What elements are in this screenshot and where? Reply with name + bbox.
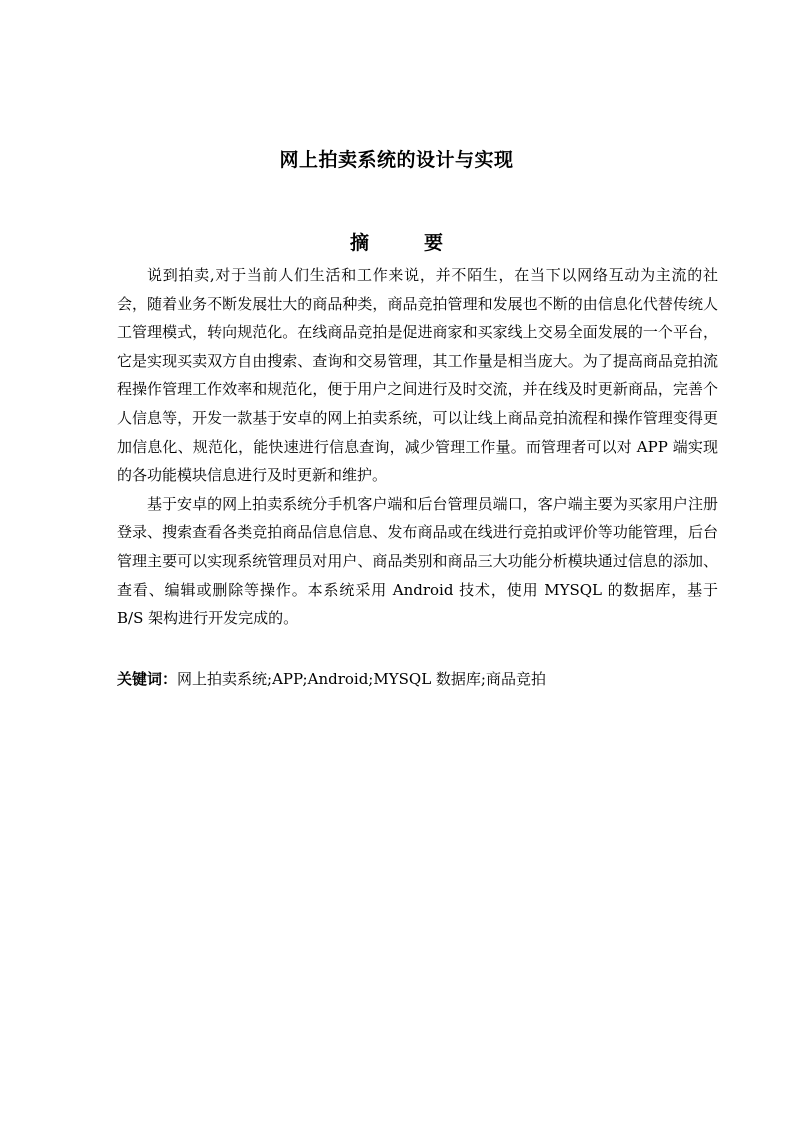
page-title: 网上拍卖系统的设计与实现 — [279, 149, 514, 171]
keywords-line — [117, 667, 718, 691]
abstract-paragraph-1: 说到拍卖,对于当前人们生活和工作来说，并不陌生，在当下以网络互动为主流的社会，随着业务不断发展壮大的商品种类，商品竞拍管理和发展也不断的由信息化代替传统人工管理模式，转向规范化。在线商品竞拍是促进商家和买家线上交易全面发展的一个平台，它是实现买卖双方自由搜索、查询和交易管理，其工作量是相当庞大。为了提高商品竞拍流程操作管理工作效率和规范化，便于用户之间进行及时交流，并在线及时更新商品，完善个人信息等，开发一款基于安卓的网上拍卖系统，可以让线上商品竞拍流程和操作管理变得更加信息化、规范化，能快速进行信息查询，减少管理工作量。而管理者可以对 APP 端实现的各功能模块信息进行及时更新和维护。 — [117, 266, 718, 485]
keywords-value: 网上拍卖系统;APP;Android;MYSQL 数据库;商品竞拍 — [177, 670, 546, 688]
abstract-heading: 摘 要 — [349, 232, 461, 254]
abstract-body — [117, 261, 718, 633]
abstract-paragraph-2: 基于安卓的网上拍卖系统分手机客户端和后台管理员端口，客户端主要为买家用户注册登录、搜索查看各类竞拍商品信息信息、发布商品或在线进行竞拍或评价等功能管理，后台管理主要可以实现系统管理员对用户、商品类别和商品三大功能分析模块通过信息的添加、查看、编辑或删除等操作。本系统采用 Android 技术，使用 MYSQL 的数据库，基于 B/S 架构进行开发完成的。 — [117, 494, 718, 628]
keywords-label: 关键词： — [117, 670, 178, 688]
